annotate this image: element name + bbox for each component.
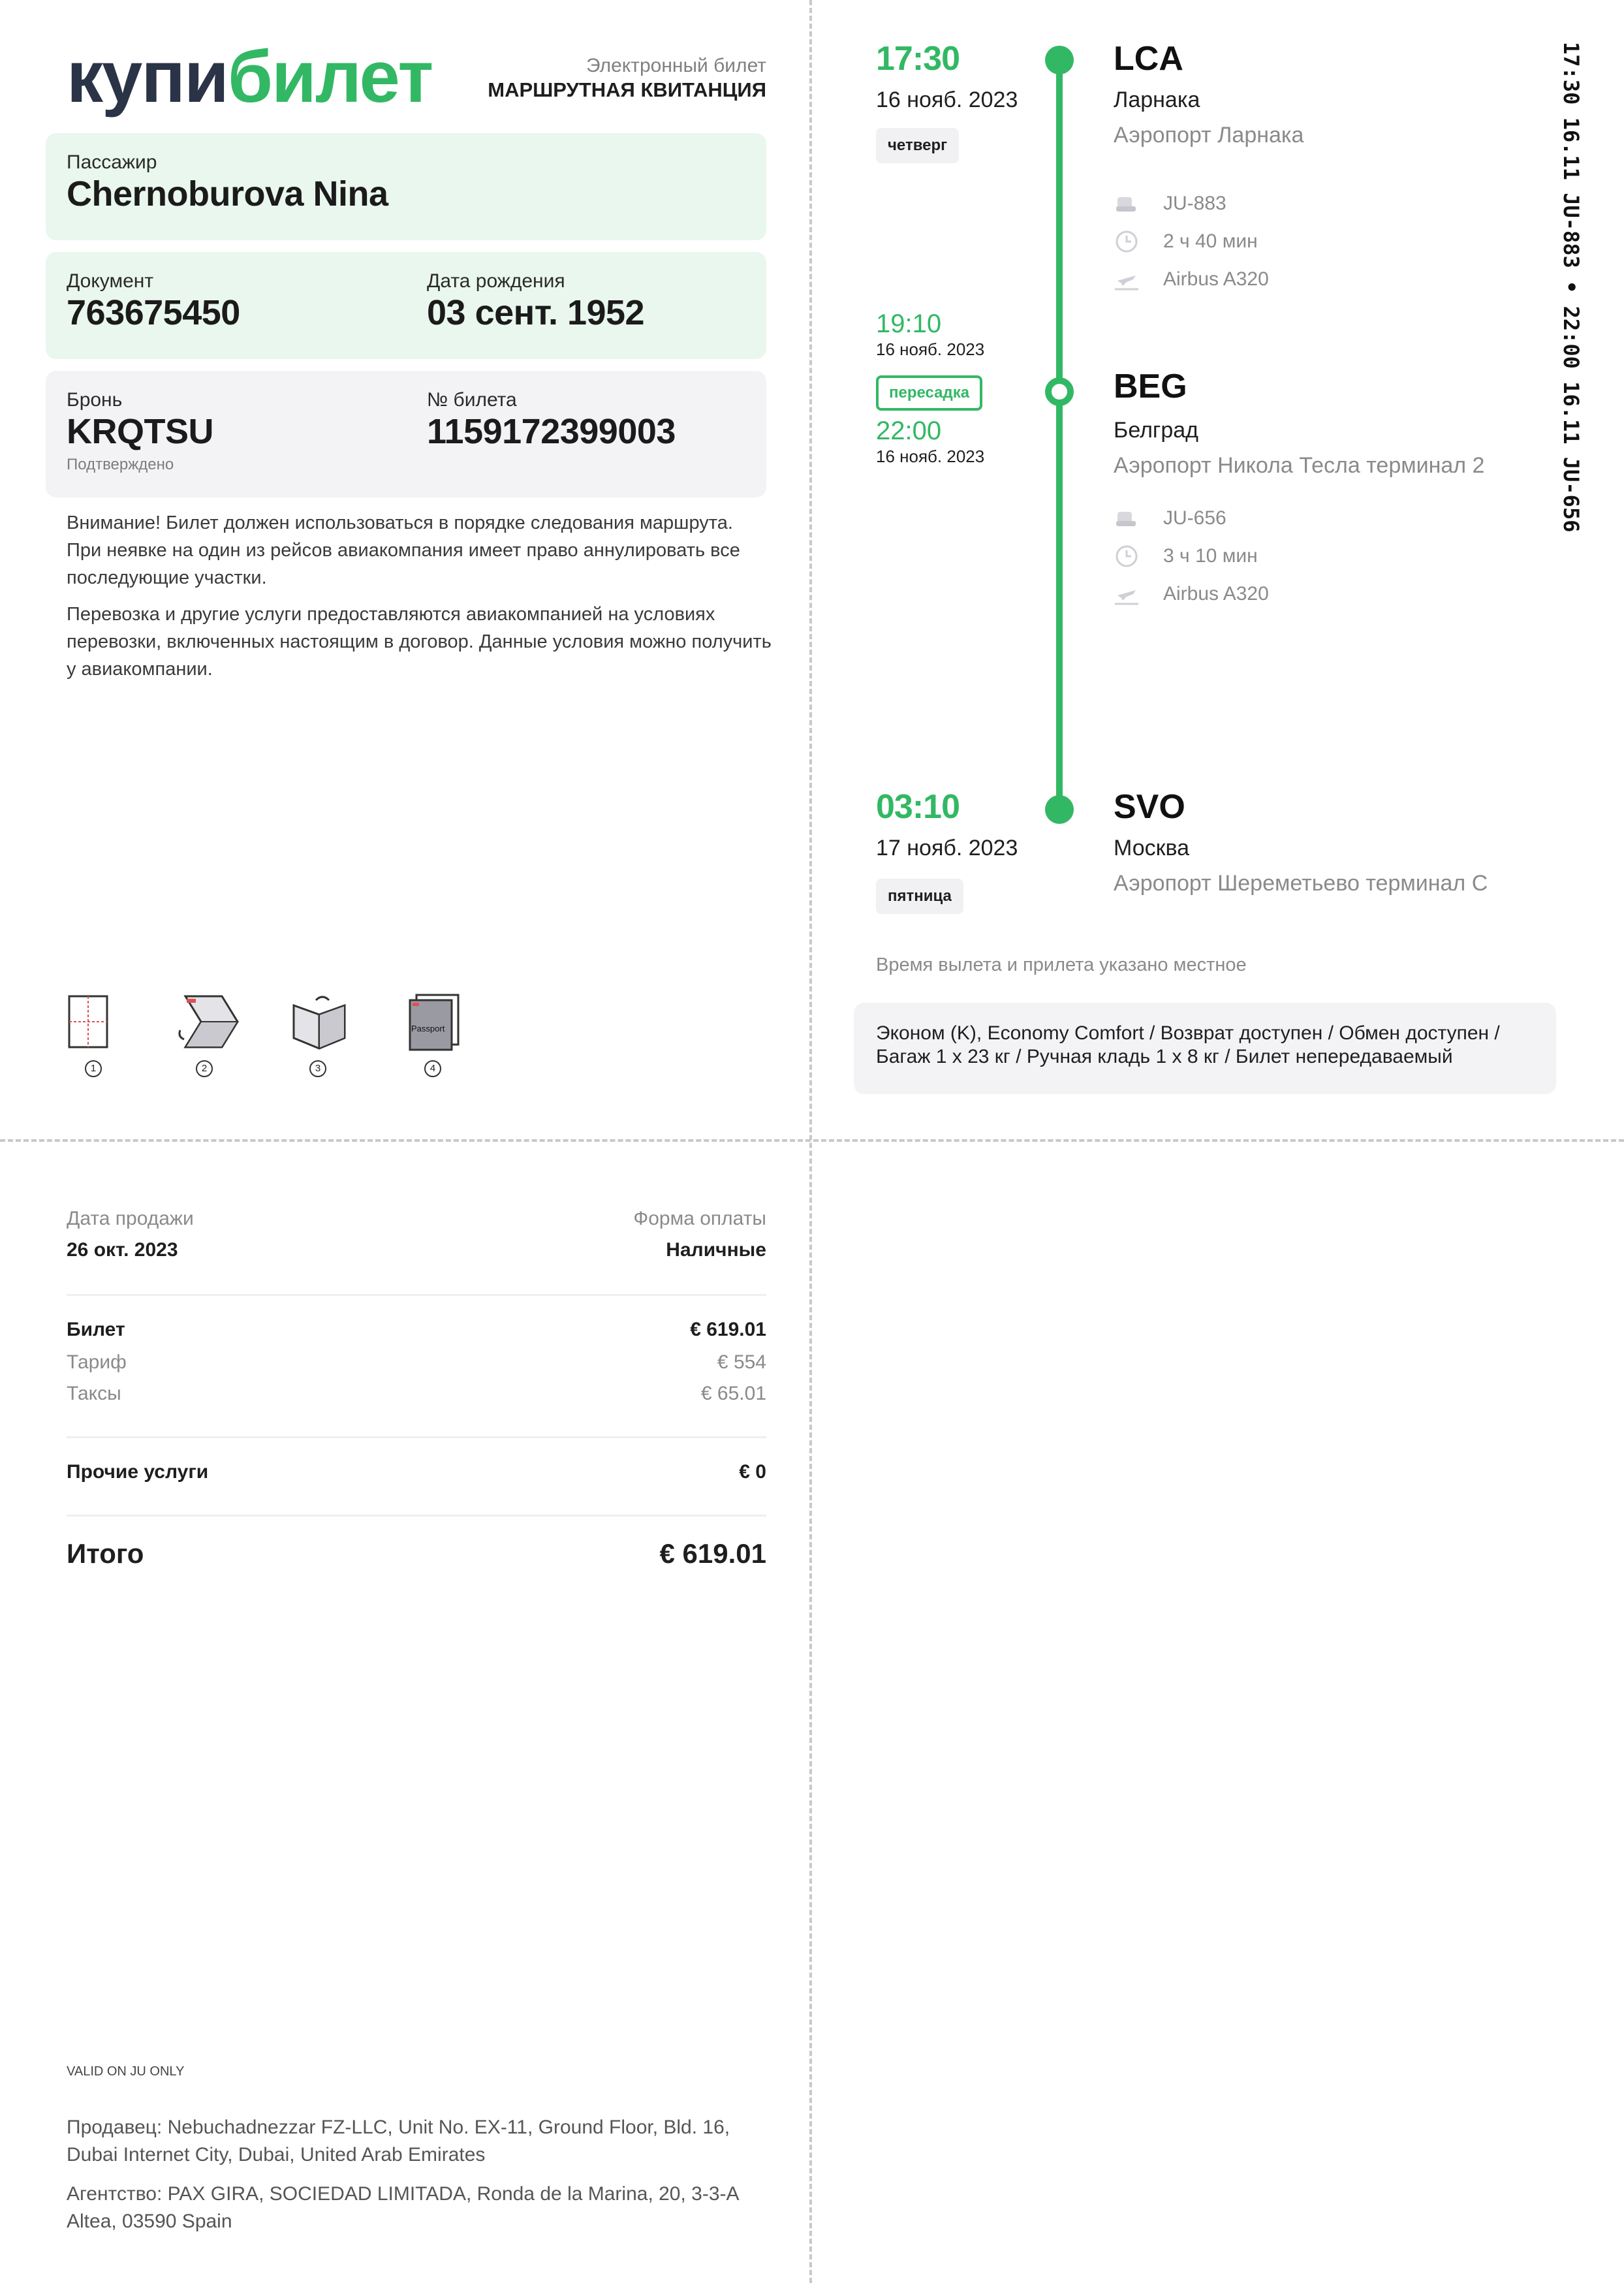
passenger-name: Chernoburova Nina [67, 174, 388, 213]
ticket-label: Билет [67, 1319, 125, 1340]
vertical-flight-code: 17:30 16.11 JU-883 • 22:00 16.11 JU-656 [1559, 42, 1584, 533]
seller-info: Продавец: Nebuchadnezzar FZ-LLC, Unit No. EX-11, Ground Floor, Bld. 16, Dubai Internet City, Dubai, United Arab Emirates [67, 2117, 730, 2165]
carriage-paragraph: Перевозка и другие услуги предоставляются авиакомпанией на условиях перевозки, включенных настоящим в договор. Данные условия можно получить у авиакомпании. [67, 604, 772, 680]
dob-label: Дата рождения [427, 270, 565, 292]
taxes-amount: € 65.01 [700, 1383, 766, 1404]
fare-line-2: Багаж 1 x 23 кг / Ручная кладь 1 x 8 кг / Билет непередаваемый [876, 1046, 1453, 1067]
divider [67, 1515, 766, 1517]
plane-icon [1114, 268, 1140, 291]
arrival-date: 17 нояб. 2023 [876, 836, 1018, 860]
dob-value: 03 сент. 1952 [427, 293, 645, 332]
horizontal-fold-line [0, 1139, 1624, 1142]
other-services-amount: € 0 [739, 1461, 766, 1483]
departure-date: 16 нояб. 2023 [876, 87, 1018, 112]
payment-method: Наличные [666, 1239, 766, 1261]
other-services-label: Прочие услуги [67, 1461, 209, 1483]
ticket-number-label: № билета [427, 389, 517, 411]
ticket-number: 1159172399003 [427, 412, 676, 451]
fare-label: Тариф [67, 1351, 127, 1373]
ticket-total: € 619.01 [690, 1319, 766, 1340]
arrival-airport: Аэропорт Шереметьево терминал C [1114, 871, 1488, 896]
seat-icon [1114, 192, 1140, 215]
payment-method-label: Форма оплаты [633, 1208, 766, 1229]
departure-day-badge: четверг [876, 128, 959, 163]
fare-line-1: Эконом (K), Economy Comfort / Возврат доступен / Обмен доступен / [876, 1022, 1500, 1044]
document-number: 763675450 [67, 293, 240, 332]
arrival-city: Москва [1114, 836, 1190, 860]
passenger-label: Пассажир [67, 151, 157, 173]
local-time-note: Время вылета и прилета указано местное [876, 954, 1247, 975]
document-label: Документ [67, 270, 154, 292]
departure-city: Ларнака [1114, 87, 1200, 112]
transfer-airport: Аэропорт Никола Тесла терминал 2 [1114, 453, 1485, 478]
agency-info: Агентство: PAX GIRA, SOCIEDAD LIMITADA, Ronda de la Marina, 20, 3-3-A Altea, 03590 Spain [67, 2183, 738, 2232]
brand-logo: купибилет [67, 36, 433, 118]
fare-amount: € 554 [717, 1351, 766, 1373]
divider [67, 1294, 766, 1296]
departure-iata: LCA [1114, 40, 1183, 78]
arrival-iata: SVO [1114, 788, 1185, 826]
document-subtitle: Электронный билет [586, 55, 766, 76]
fold-booklet-icon: 3 [290, 992, 355, 1077]
unfold-sheet-icon: 1 [65, 992, 131, 1077]
passenger-card [46, 133, 766, 240]
booking-code: KRQTSU [67, 412, 213, 451]
transfer-badge: пересадка [876, 375, 982, 411]
transfer-city: Белград [1114, 418, 1198, 443]
passport-icon: Passport 4 [405, 992, 470, 1077]
clock-icon [1114, 230, 1140, 253]
arrival-dot [1045, 795, 1074, 824]
transfer-dot [1045, 377, 1074, 406]
plane-icon [1114, 582, 1140, 606]
departure-dot [1045, 46, 1074, 74]
booking-card [46, 371, 766, 497]
total-amount: € 619.01 [659, 1538, 766, 1569]
clock-icon [1114, 544, 1140, 568]
transfer-departure-time: 22:00 [876, 417, 942, 445]
total-label: Итого [67, 1538, 144, 1569]
transfer-arrival-date: 16 нояб. 2023 [876, 339, 985, 359]
transfer-iata: BEG [1114, 368, 1187, 405]
transfer-arrival-time: 19:10 [876, 309, 942, 338]
booking-status: Подтверждено [67, 456, 174, 473]
departure-time: 17:30 [876, 40, 960, 78]
notice-paragraph: Внимание! Билет должен использоваться в порядке следования маршрута. При неявке на один из рейсов авиакомпания имеет право аннулировать все последующие участки. [67, 512, 740, 588]
booking-label: Бронь [67, 389, 123, 411]
arrival-time: 03:10 [876, 788, 960, 826]
sale-date-label: Дата продажи [67, 1208, 194, 1229]
fare-conditions [854, 1003, 1556, 1094]
document-card [46, 252, 766, 359]
arrival-day-badge: пятница [876, 879, 963, 914]
divider [67, 1436, 766, 1438]
transfer-departure-date: 16 нояб. 2023 [876, 447, 985, 466]
sale-date: 26 окт. 2023 [67, 1239, 178, 1261]
valid-note: VALID ON JU ONLY [67, 2064, 185, 2079]
departure-airport: Аэропорт Ларнака [1114, 123, 1304, 148]
document-title: МАРШРУТНАЯ КВИТАНЦИЯ [488, 78, 766, 101]
taxes-label: Таксы [67, 1383, 121, 1404]
seat-icon [1114, 507, 1140, 530]
fold-sheet-icon: 2 [176, 992, 242, 1077]
route-timeline [1056, 61, 1063, 810]
